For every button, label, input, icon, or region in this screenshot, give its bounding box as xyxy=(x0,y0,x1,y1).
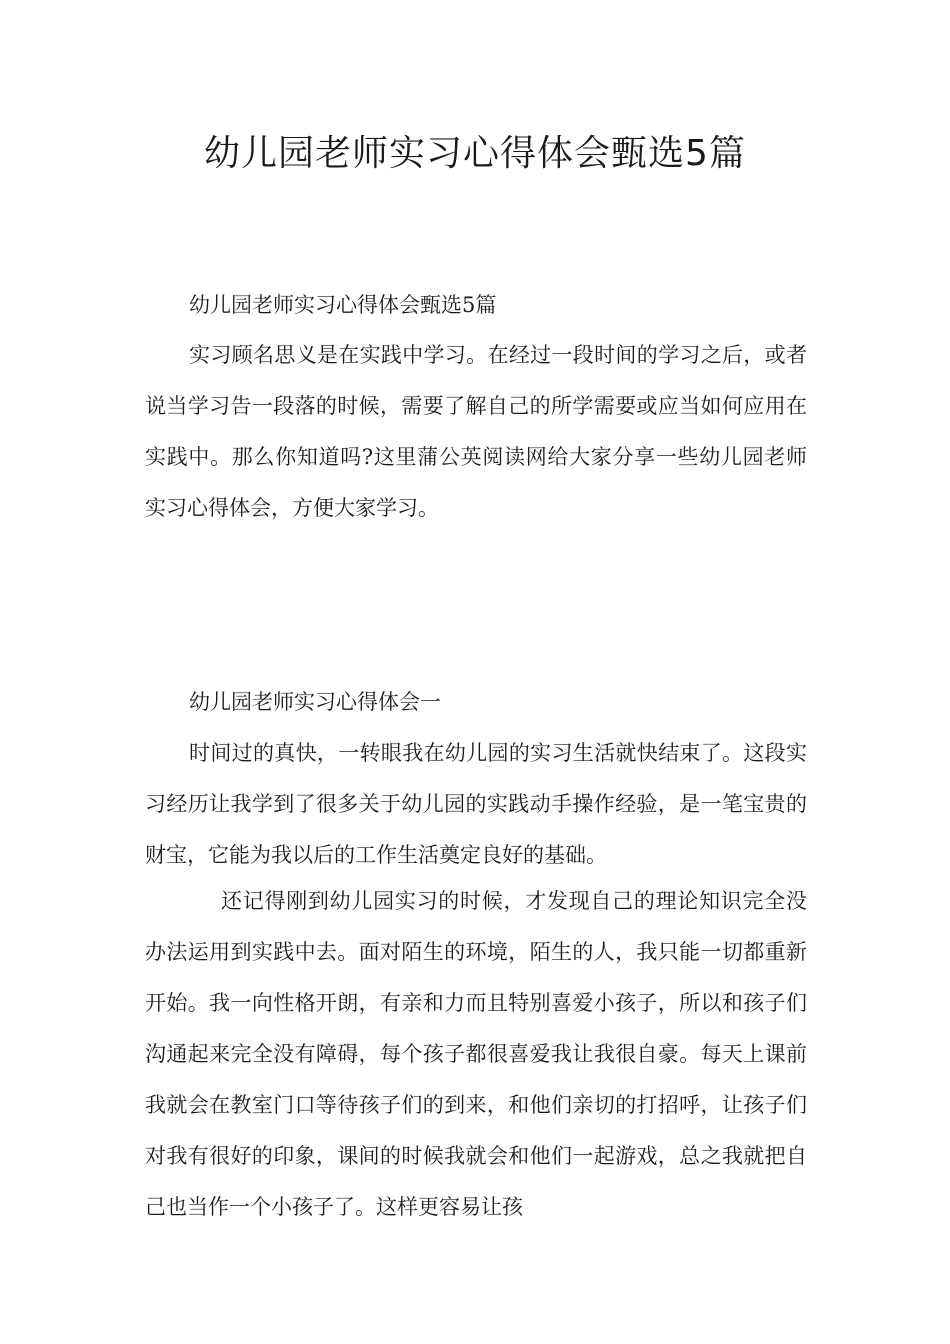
section-heading: 幼儿园老师实习心得体会一 xyxy=(189,690,441,714)
intro-paragraph: 实习顾名思义是在实践中学习。在经过一段时间的学习之后，或者说当学习告一段落的时候，需要了解自己的所学需要或应当如何应用在实践中。那么你知道吗?这里蒲公英阅读网给大家分享一些幼儿园老师实习心得体会，方便大家学习。 xyxy=(145,343,807,520)
body-paragraph: 时间过的真快，一转眼我在幼儿园的实习生活就快结束了。这段实习经历让我学到了很多关于幼儿园的实践动手操作经验，是一笔宝贵的财宝，它能为我以后的工作生活奠定良好的基础。 xyxy=(145,741,807,867)
document-subtitle: 幼儿园老师实习心得体会甄选5篇 xyxy=(189,293,497,317)
body-paragraph: 还记得刚到幼儿园实习的时候，才发现自己的理论知识完全没办法运用到实践中去。面对陌生的环境，陌生的人，我只能一切都重新开始。我一向性格开朗，有亲和力而且特别喜爱小孩子，所以和孩子们沟通起来完全没有障碍，每个孩子都很喜爱我让我很自豪。每天上课前我就会在教室门口等待孩子们的到来，和他们亲切的打招呼，让孩子们对我有很好的印象，课间的时候我就会和他们一起游戏，总之我就把自己也当作一个小孩子了。这样更容易让孩 xyxy=(145,889,807,1219)
document-title: 幼儿园老师实习心得体会甄选5篇 xyxy=(204,133,746,174)
